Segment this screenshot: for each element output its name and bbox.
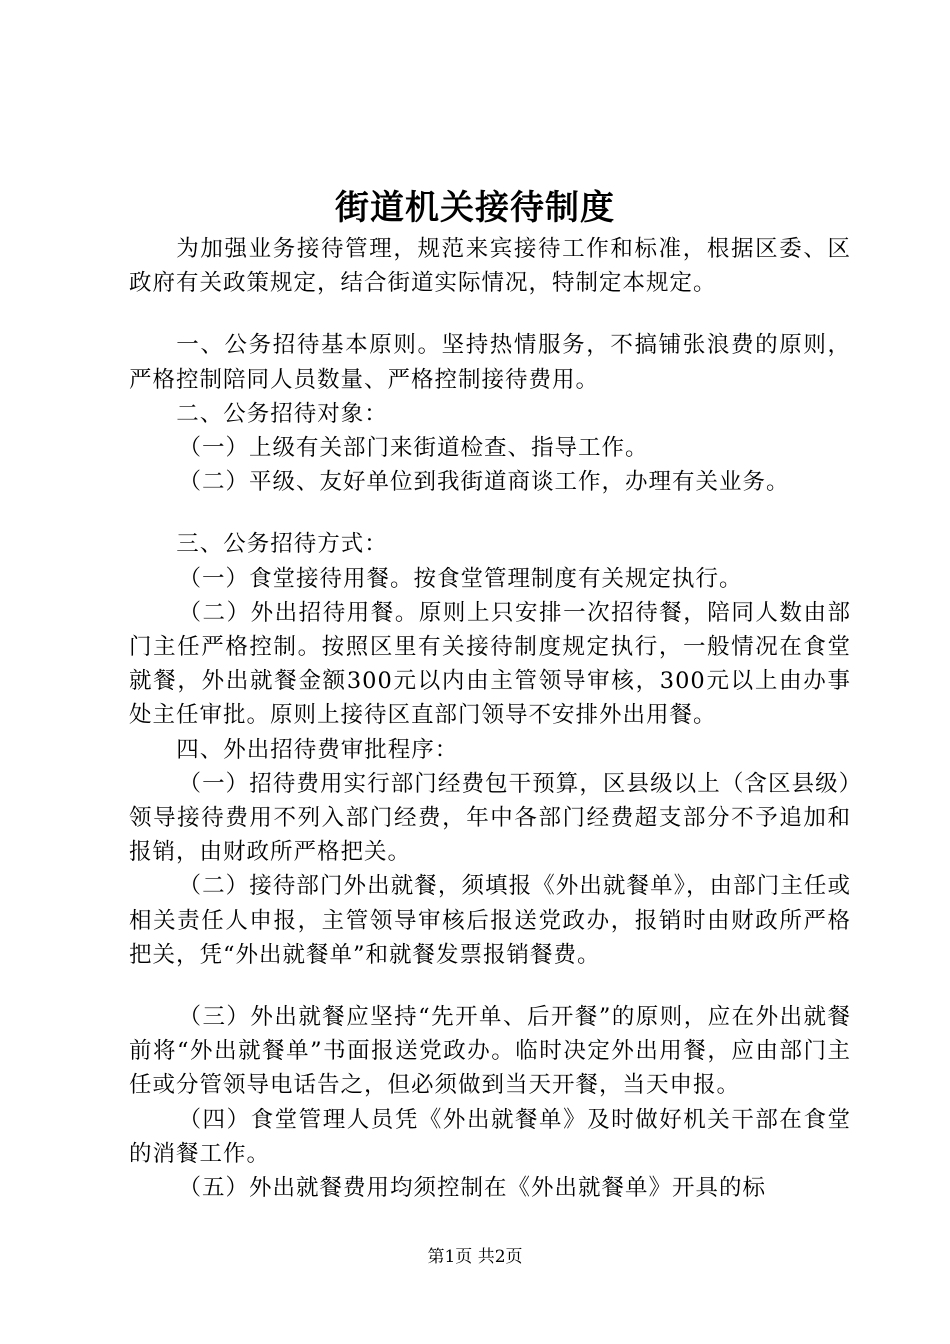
paragraph-section-4-item-2: （二）接待部门外出就餐，须填报《外出就餐单》，由部门主任或相关责任人申报，主管领导审核后报送党政办，报销时由财政所严格把关，凭“外出就餐单”和就餐发票报销餐费。: [129, 873, 851, 968]
document-body: [129, 232, 851, 1205]
page-number-footer: 第1页 共2页: [427, 1247, 523, 1267]
paragraph-section-2-heading: 二、公务招待对象：: [176, 400, 388, 427]
document-title: 街道机关接待制度: [335, 188, 615, 228]
paragraph-section-2-item-1: （一）上级有关部门来街道检查、指导工作。: [178, 435, 649, 462]
paragraph-section-3-item-2: （二）外出招待用餐。原则上只安排一次招待餐，陪同人数由部门主任严格控制。按照区里有关接待制度规定执行，一般情况在食堂就餐，外出就餐金额300元以内由主管领导审核，300元以上由办事处主任审批。原则上接待区直部门领导不安排外出用餐。: [129, 599, 851, 729]
paragraph-section-3-item-1: （一）食堂接待用餐。按食堂管理制度有关规定执行。: [178, 565, 743, 592]
paragraph-section-4-heading: 四、外出招待费审批程序：: [176, 736, 459, 763]
paragraph-section-4-item-4: （四）食堂管理人员凭《外出就餐单》及时做好机关干部在食堂的消餐工作。: [129, 1106, 851, 1167]
paragraph-intro: 为加强业务接待管理，规范来宾接待工作和标准，根据区委、区政府有关政策规定，结合街道实际情况，特制定本规定。: [129, 236, 851, 297]
paragraph-section-4-item-3: （三）外出就餐应坚持“先开单、后开餐”的原则，应在外出就餐前将“外出就餐单”书面报送党政办。临时决定外出用餐，应由部门主任或分管领导电话告之，但必须做到当天开餐，当天申报。: [129, 1004, 851, 1099]
paragraph-section-1: 一、公务招待基本原则。坚持热情服务，不搞铺张浪费的原则，严格控制陪同人员数量、严格控制接待费用。: [129, 332, 851, 393]
paragraph-section-2-item-2: （二）平级、友好单位到我街道商谈工作，办理有关业务。: [178, 469, 790, 496]
paragraph-section-4-item-5: （五）外出就餐费用均须控制在《外出就餐单》开具的标: [178, 1175, 767, 1202]
paragraph-section-3-heading: 三、公务招待方式：: [176, 531, 388, 558]
paragraph-section-4-item-1: （一）招待费用实行部门经费包干预算，区县级以上（含区县级）领导接待费用不列入部门经费，年中各部门经费超支部分不予追加和报销，由财政所严格把关。: [129, 770, 851, 866]
